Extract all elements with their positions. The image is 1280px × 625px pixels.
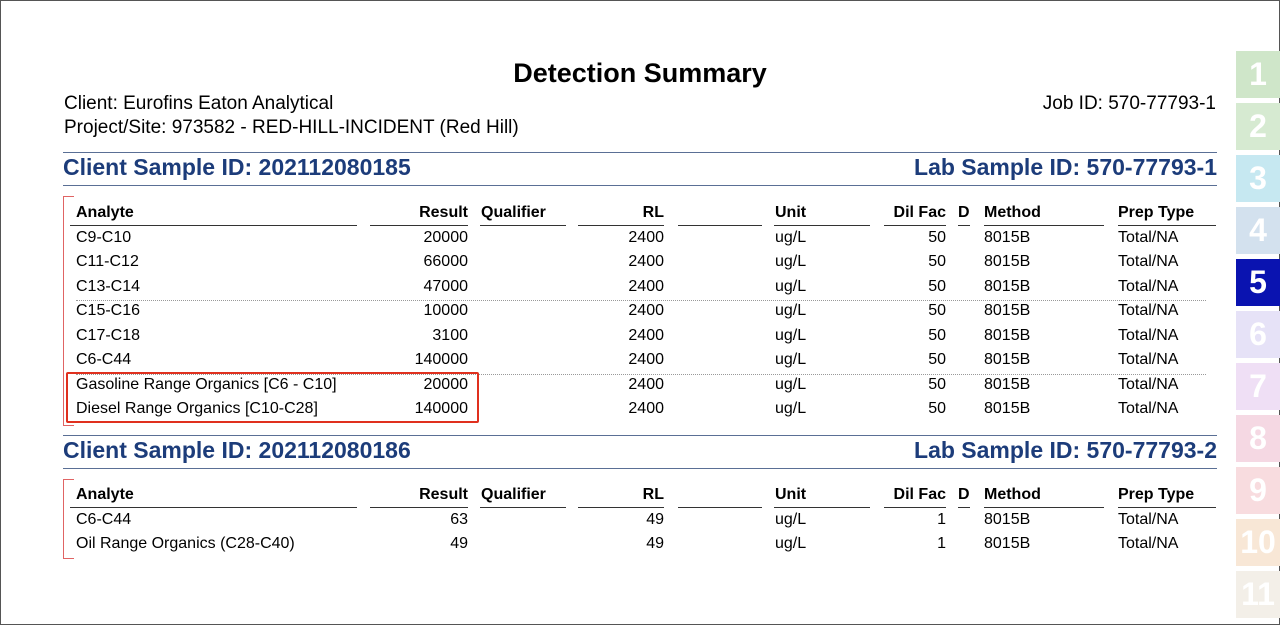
column-header-analyte: Analyte (76, 486, 134, 503)
page-tab-9[interactable]: 9 (1236, 467, 1280, 514)
cell-dilfac: 50 (928, 277, 946, 295)
cell-dilfac: 1 (937, 535, 946, 552)
cell-d (958, 326, 978, 346)
cell-d (958, 510, 978, 530)
cell-rl: 2400 (628, 326, 664, 344)
column-header-qualifier: Qualifier (481, 486, 546, 503)
cell-result: 140000 (414, 351, 468, 368)
cell-unit: ug/L (775, 277, 807, 295)
header-underline (578, 507, 664, 508)
client-sample-id: Client Sample ID: 202112080186 (63, 437, 411, 463)
cell-prep: Total/NA (1118, 253, 1179, 270)
highlight-box (66, 372, 479, 423)
cell-result: 3100 (432, 326, 468, 344)
client-name: Client: Eurofins Eaton Analytical (64, 93, 334, 114)
header-underline (578, 225, 664, 226)
page-tab-3[interactable]: 3 (1236, 155, 1280, 202)
cell-analyte: C9-C10 (76, 228, 132, 246)
cell-unit: ug/L (775, 253, 807, 270)
cell-rl: 2400 (628, 228, 664, 246)
cell-dilfac: 50 (928, 375, 946, 393)
page-tab-1[interactable]: 1 (1236, 51, 1280, 98)
cell-qualifier (481, 252, 571, 272)
cell-d (958, 350, 978, 370)
column-header-rl: RL (642, 486, 664, 503)
cell-unit: ug/L (775, 326, 807, 344)
table-bracket (63, 479, 74, 559)
cell-method: 8015B (984, 253, 1031, 270)
header-underline (678, 507, 762, 508)
cell-dilfac: 50 (928, 302, 946, 319)
cell-analyte: Gasoline Range Organics [C6 - C10] (76, 375, 337, 393)
column-header-unit: Unit (775, 486, 807, 503)
cell-analyte: C6-C44 (76, 351, 132, 368)
lab-sample-id: Lab Sample ID: 570-77793-1 (914, 154, 1217, 180)
header-underline (1118, 225, 1216, 226)
cell-d (958, 534, 978, 554)
sample-header-2 (63, 435, 1217, 469)
cell-qualifier (481, 301, 571, 321)
header-underline (70, 225, 357, 226)
cell-qualifier (481, 326, 571, 346)
cell-method: 8015B (984, 228, 1031, 246)
column-header-dilfac: Dil Fac (893, 204, 946, 221)
header-underline (678, 225, 762, 226)
cell-analyte: C15-C16 (76, 302, 141, 319)
column-header-method: Method (984, 486, 1041, 503)
header-underline (774, 507, 870, 508)
cell-analyte: Oil Range Organics (C28-C40) (76, 535, 295, 552)
cell-unit: ug/L (775, 302, 807, 319)
cell-result: 10000 (423, 302, 468, 319)
cell-analyte: Diesel Range Organics [C10-C28] (76, 400, 318, 417)
header-underline (884, 507, 946, 508)
cell-prep: Total/NA (1118, 351, 1179, 368)
cell-method: 8015B (984, 277, 1031, 295)
cell-unit: ug/L (775, 228, 807, 246)
cell-analyte: C17-C18 (76, 326, 141, 344)
cell-method: 8015B (984, 510, 1031, 528)
cell-prep: Total/NA (1118, 510, 1179, 528)
cell-method: 8015B (984, 375, 1031, 393)
cell-result: 49 (450, 535, 468, 552)
cell-prep: Total/NA (1118, 302, 1179, 319)
column-header-unit: Unit (775, 204, 807, 221)
cell-analyte: C13-C14 (76, 277, 141, 295)
cell-dilfac: 50 (928, 326, 946, 344)
column-header-result: Result (419, 486, 468, 503)
page-tab-7[interactable]: 7 (1236, 363, 1280, 410)
cell-prep: Total/NA (1118, 277, 1179, 295)
column-header-dilfac: Dil Fac (893, 486, 946, 503)
column-header-d: D (958, 486, 970, 503)
client-sample-id: Client Sample ID: 202112080185 (63, 154, 411, 180)
cell-rl: 2400 (628, 400, 664, 417)
page-tab-5[interactable]: 5 (1236, 259, 1280, 306)
cell-prep: Total/NA (1118, 326, 1179, 344)
cell-prep: Total/NA (1118, 375, 1179, 393)
cell-unit: ug/L (775, 375, 807, 393)
header-underline (984, 507, 1104, 508)
cell-dilfac: 50 (928, 253, 946, 270)
header-underline (984, 225, 1104, 226)
cell-method: 8015B (984, 400, 1031, 417)
column-header-prep: Prep Type (1118, 486, 1195, 503)
cell-method: 8015B (984, 351, 1031, 368)
page-tab-4[interactable]: 4 (1236, 207, 1280, 254)
header-underline (774, 225, 870, 226)
page-tab-2[interactable]: 2 (1236, 103, 1280, 150)
cell-d (958, 375, 978, 395)
cell-prep: Total/NA (1118, 228, 1179, 246)
cell-qualifier (481, 375, 571, 395)
cell-rl: 2400 (628, 277, 664, 295)
cell-result: 66000 (423, 253, 468, 270)
cell-qualifier (481, 277, 571, 297)
cell-d (958, 399, 978, 419)
column-header-method: Method (984, 204, 1041, 221)
cell-d (958, 301, 978, 321)
cell-rl: 49 (646, 510, 664, 528)
cell-d (958, 228, 978, 248)
column-header-prep: Prep Type (1118, 204, 1195, 221)
cell-dilfac: 50 (928, 351, 946, 368)
cell-unit: ug/L (775, 400, 807, 417)
cell-result: 63 (450, 510, 468, 528)
header-underline (884, 225, 946, 226)
page-title: Detection Summary (513, 58, 767, 88)
cell-prep: Total/NA (1118, 400, 1179, 417)
page-tab-8[interactable]: 8 (1236, 415, 1280, 462)
cell-rl: 2400 (628, 253, 664, 270)
header-underline (958, 225, 970, 226)
header-underline (480, 225, 566, 226)
header-underline (370, 225, 468, 226)
cell-dilfac: 50 (928, 400, 946, 417)
column-header-analyte: Analyte (76, 204, 134, 221)
column-header-result: Result (419, 204, 468, 221)
cell-d (958, 277, 978, 297)
lab-sample-id: Lab Sample ID: 570-77793-2 (914, 437, 1217, 463)
cell-rl: 2400 (628, 302, 664, 319)
cell-unit: ug/L (775, 510, 807, 528)
column-header-d: D (958, 204, 970, 221)
cell-prep: Total/NA (1118, 535, 1179, 552)
cell-d (958, 252, 978, 272)
cell-method: 8015B (984, 302, 1031, 319)
cell-method: 8015B (984, 535, 1031, 552)
cell-qualifier (481, 510, 571, 530)
cell-result: 140000 (414, 400, 468, 417)
sample-header-1 (63, 152, 1217, 186)
column-header-qualifier: Qualifier (481, 204, 546, 221)
cell-unit: ug/L (775, 351, 807, 368)
cell-qualifier (481, 399, 571, 419)
header-underline (480, 507, 566, 508)
cell-method: 8015B (984, 326, 1031, 344)
cell-result: 20000 (423, 375, 468, 393)
header-underline (370, 507, 468, 508)
column-header-rl: RL (642, 204, 664, 221)
cell-analyte: C11-C12 (76, 253, 139, 270)
cell-result: 47000 (423, 277, 468, 295)
page-tab-11[interactable]: 11 (1236, 571, 1280, 618)
job-id: Job ID: 570-77793-1 (1042, 93, 1216, 114)
cell-qualifier (481, 534, 571, 554)
header-underline (958, 507, 970, 508)
cell-dilfac: 50 (928, 228, 946, 246)
cell-rl: 49 (646, 535, 664, 552)
cell-dilfac: 1 (937, 510, 946, 528)
cell-unit: ug/L (775, 535, 807, 552)
page-tab-10[interactable]: 10 (1236, 519, 1280, 566)
header-underline (1118, 507, 1216, 508)
cell-qualifier (481, 350, 571, 370)
project-site: Project/Site: 973582 - RED-HILL-INCIDENT (Red Hill) (64, 117, 519, 138)
cell-analyte: C6-C44 (76, 510, 132, 528)
header-underline (70, 507, 357, 508)
cell-qualifier (481, 228, 571, 248)
cell-result: 20000 (423, 228, 468, 246)
cell-rl: 2400 (628, 351, 664, 368)
page-tab-6[interactable]: 6 (1236, 311, 1280, 358)
cell-rl: 2400 (628, 375, 664, 393)
